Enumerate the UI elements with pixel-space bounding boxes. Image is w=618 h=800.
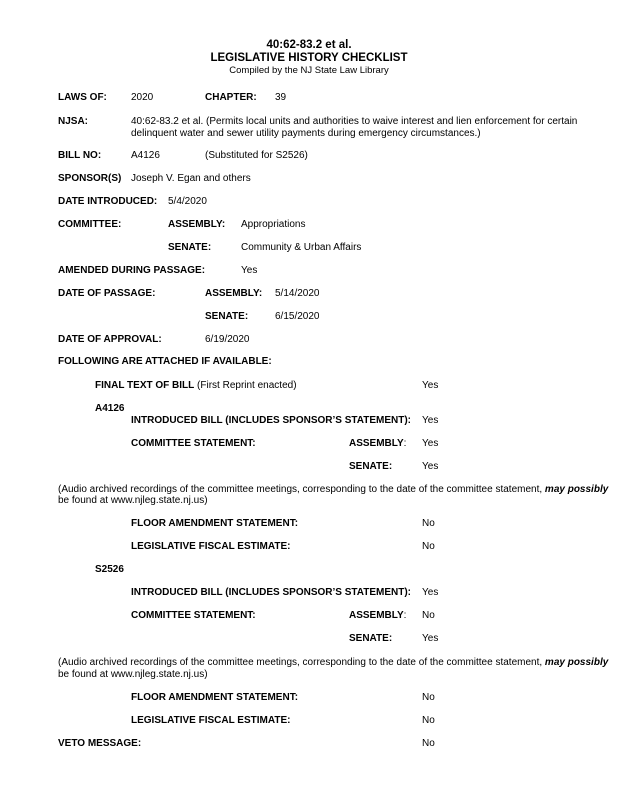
s2526-floor-label: FLOOR AMENDMENT STATEMENT: (131, 692, 299, 703)
s2526-assembly-value: No (422, 610, 435, 621)
page-title: LEGISLATIVE HISTORY CHECKLIST (210, 52, 408, 64)
sponsor-value: Joseph V. Egan and others (131, 173, 251, 184)
passage-assembly-value: 5/14/2020 (275, 288, 320, 299)
s2526-committee-label: COMMITTEE STATEMENT: (131, 610, 256, 621)
final-text-value: Yes (422, 380, 439, 391)
a4126-audio-note-line2: be found at www.njleg.state.nj.us) (58, 495, 208, 506)
a4126-assembly-label: ASSEMBLY (349, 438, 404, 449)
passage-assembly-label: ASSEMBLY: (205, 288, 263, 299)
a4126-introduced-label: INTRODUCED BILL (INCLUDES SPONSOR’S STATEMENT): (131, 415, 411, 426)
a4126-fiscal-value: No (422, 541, 435, 552)
laws-of-value: 2020 (131, 92, 154, 103)
citation-heading: 40:62-83.2 et al. (266, 39, 352, 51)
a4126-assembly-row: ASSEMBLY: (349, 438, 407, 449)
s2526-audio-note-line1: (Audio archived recordings of the committee meetings, corresponding to the date of the committee statement, may possibly (58, 657, 609, 668)
a4126-senate-label: SENATE: (349, 461, 393, 472)
committee-assembly-value: Appropriations (241, 219, 306, 230)
date-of-approval-label: DATE OF APPROVAL: (58, 334, 162, 345)
a4126-committee-label: COMMITTEE STATEMENT: (131, 438, 256, 449)
final-text-row (95, 380, 297, 392)
veto-value: No (422, 738, 435, 749)
attached-heading: FOLLOWING ARE ATTACHED IF AVAILABLE: (58, 356, 272, 367)
a4126-bill-heading: A4126 (95, 403, 125, 414)
a4126-fiscal-label: LEGISLATIVE FISCAL ESTIMATE: (131, 541, 291, 552)
final-text-note: (First Reprint enacted) (197, 380, 297, 391)
bill-no-value: A4126 (131, 150, 160, 161)
passage-senate-value: 6/15/2020 (275, 311, 320, 322)
amended-label: AMENDED DURING PASSAGE: (58, 265, 206, 276)
s2526-introduced-label: INTRODUCED BILL (INCLUDES SPONSOR’S STATEMENT): (131, 587, 411, 598)
bill-no-note: (Substituted for S2526) (205, 150, 308, 161)
njsa-text-line2: delinquent water and sewer utility payments during emergency circumstances.) (131, 128, 481, 139)
date-of-passage-label: DATE OF PASSAGE: (58, 288, 156, 299)
date-of-approval-value: 6/19/2020 (205, 334, 250, 345)
s2526-assembly-row: ASSEMBLY: (349, 610, 407, 621)
chapter-value: 39 (275, 92, 287, 103)
s2526-bill-heading: S2526 (95, 564, 124, 575)
date-introduced-label: DATE INTRODUCED: (58, 196, 158, 207)
committee-label: COMMITTEE: (58, 219, 122, 230)
njsa-label: NJSA: (58, 116, 89, 127)
s2526-audio-note-line2: be found at www.njleg.state.nj.us) (58, 669, 208, 680)
veto-label: VETO MESSAGE: (58, 738, 142, 749)
s2526-senate-value: Yes (422, 633, 439, 644)
a4126-senate-value: Yes (422, 461, 439, 472)
s2526-floor-value: No (422, 692, 435, 703)
compiled-by: Compiled by the NJ State Law Library (229, 65, 389, 76)
njsa-text-line1: 40:62-83.2 et al. (Permits local units and authorities to waive interest and lien enforcement for certain (131, 116, 578, 127)
date-introduced-value: 5/4/2020 (168, 196, 207, 207)
s2526-fiscal-value: No (422, 715, 435, 726)
committee-senate-value: Community & Urban Affairs (241, 242, 362, 253)
s2526-fiscal-label: LEGISLATIVE FISCAL ESTIMATE: (131, 715, 291, 726)
committee-assembly-label: ASSEMBLY: (168, 219, 226, 230)
a4126-floor-label: FLOOR AMENDMENT STATEMENT: (131, 518, 299, 529)
laws-of-label: LAWS OF: (58, 92, 107, 103)
bill-no-label: BILL NO: (58, 150, 102, 161)
s2526-audio-emphasis: may possibly (544, 657, 609, 668)
s2526-assembly-label: ASSEMBLY (349, 610, 404, 621)
s2526-senate-label: SENATE: (349, 633, 393, 644)
sponsor-label: SPONSOR(S) (58, 173, 122, 184)
chapter-label: CHAPTER: (205, 92, 257, 103)
final-text-label: FINAL TEXT OF BILL (95, 380, 195, 391)
a4126-assembly-value: Yes (422, 438, 439, 449)
s2526-introduced-value: Yes (422, 587, 439, 598)
a4126-introduced-value: Yes (422, 415, 439, 426)
amended-value: Yes (241, 265, 258, 276)
passage-senate-label: SENATE: (205, 311, 249, 322)
a4126-audio-emphasis: may possibly (544, 484, 609, 495)
committee-senate-label: SENATE: (168, 242, 212, 253)
a4126-audio-note-line1: (Audio archived recordings of the committee meetings, corresponding to the date of the committee statement, may possibly (58, 484, 609, 495)
a4126-floor-value: No (422, 518, 435, 529)
